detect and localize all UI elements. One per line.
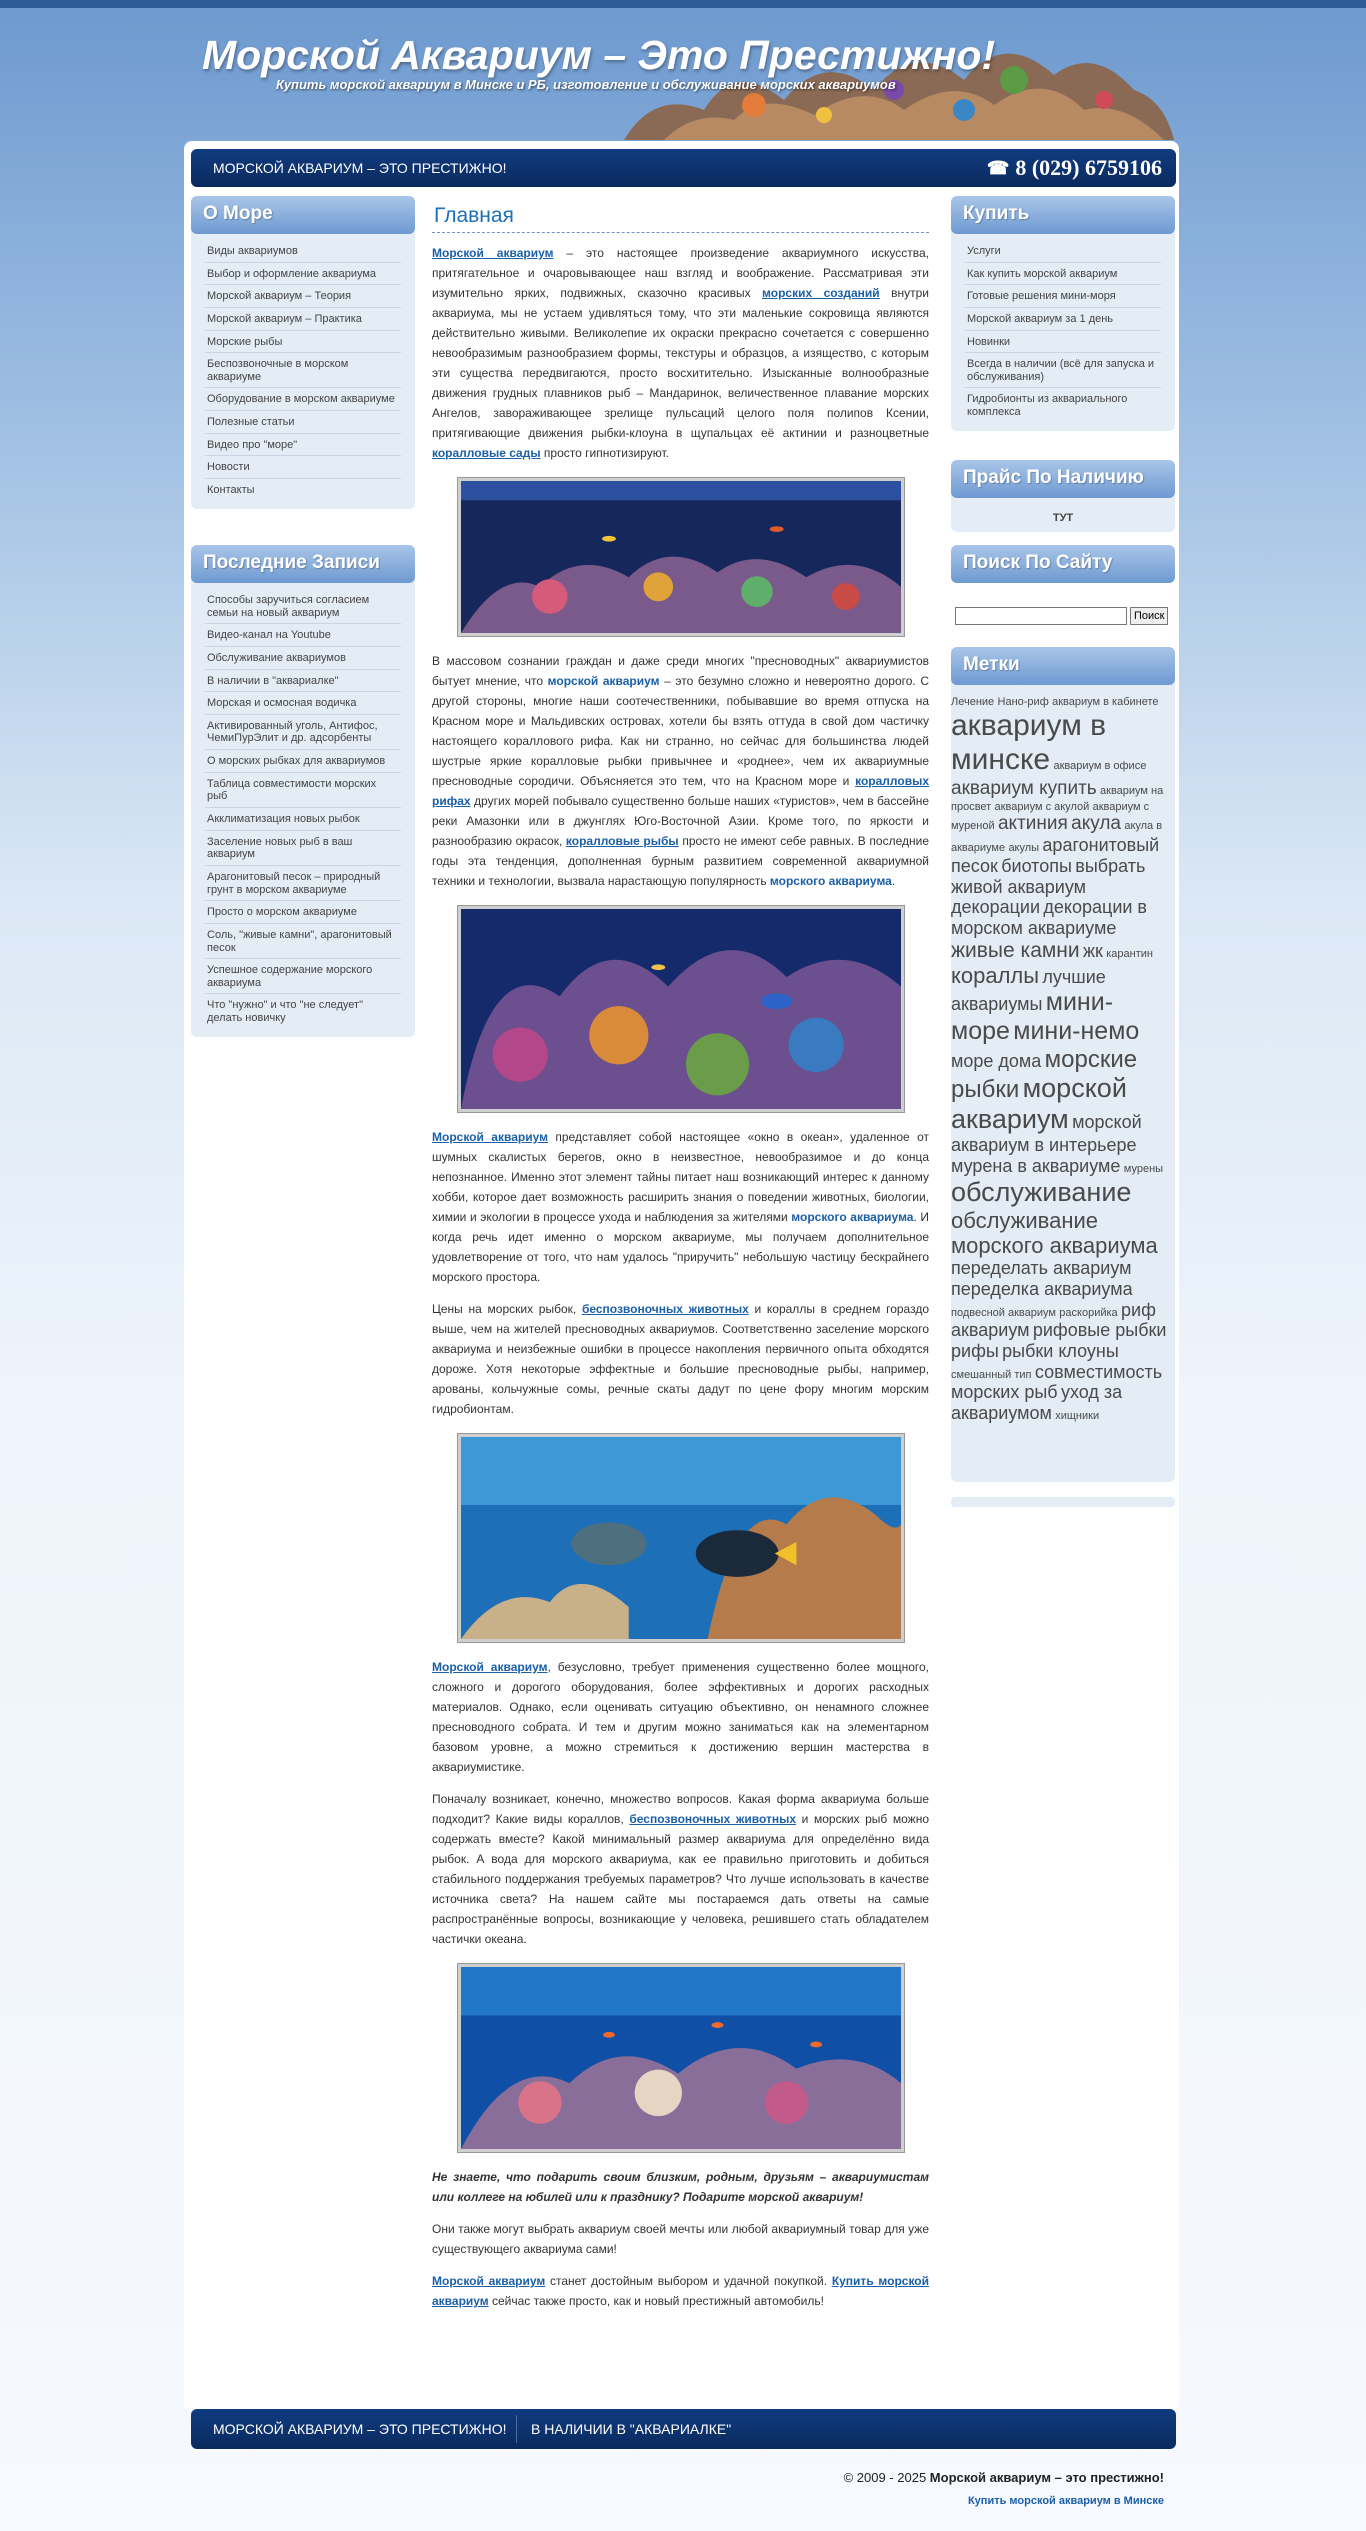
link-buy-aquarium[interactable]: Купить морской аквариум — [432, 2274, 929, 2308]
sidebar-buy-item[interactable]: Услуги — [965, 240, 1161, 263]
search-button[interactable]: Поиск — [1130, 607, 1168, 625]
sidebar-buy-item[interactable]: Как купить морской аквариум — [965, 263, 1161, 286]
sidebar-about-title: О Море — [191, 196, 415, 234]
tag-link[interactable]: рифы — [951, 1341, 999, 1362]
text: . — [891, 874, 896, 888]
tag-link[interactable]: морской аквариум в интерьере — [951, 1112, 1142, 1156]
sidebar-buy-item[interactable]: Всегда в наличии (всё для запуска и обслуживания) — [965, 353, 1161, 388]
copyright-prefix: © 2009 - 2025 — [843, 2470, 930, 2485]
site-header — [184, 0, 1174, 140]
text: других морей побывало существенно больше наших «туристов», чем в бассейне реки Амазонки или в джунглях Юго-Восточной Азии. Кроме того, по яркости и разнообразию окрасок, — [432, 794, 929, 848]
link-coral-fish[interactable]: коралловые рыбы — [565, 834, 679, 848]
text: сейчас также просто, как и новый престижный автомобиль! — [488, 2294, 824, 2308]
tag-link[interactable]: смешанный тип — [951, 1368, 1032, 1381]
tag-link[interactable]: аквариум в кабинете — [1052, 696, 1159, 708]
link-marine-aquarium[interactable]: Морской аквариум — [432, 246, 554, 260]
sidebar-about-item[interactable]: Оборудование в морском аквариуме — [205, 388, 401, 411]
link-marine-aquarium-2[interactable]: Морской аквариум — [432, 1130, 548, 1144]
tag-link[interactable]: переделать аквариум — [951, 1258, 1132, 1279]
tag-link[interactable]: карантин — [1106, 947, 1153, 960]
tag-link[interactable]: акулы — [1008, 842, 1040, 855]
tag-link[interactable]: аквариум купить — [951, 777, 1097, 799]
tag-link[interactable]: выбрать — [1075, 855, 1146, 876]
tag-link[interactable]: акула в аквариуме — [951, 820, 1163, 855]
link-invertebrates-2[interactable]: беспозвоночных животных — [629, 1812, 797, 1826]
tag-link[interactable]: жк — [1082, 940, 1103, 961]
tag-link[interactable]: декорации — [951, 897, 1041, 918]
aquarium-photo-1 — [458, 478, 904, 636]
gift-paragraph: Не знаете, что подарить своим близким, родным, друзьям – аквариумистам или коллеге на юбилей или к празднику? Подарите морской аквариум! — [432, 2170, 929, 2204]
sidebar-recent-item[interactable]: Просто о морском аквариуме — [205, 901, 401, 924]
sidebar-buy-title: Купить — [951, 196, 1175, 234]
tag-link[interactable]: живой аквариум — [951, 876, 1087, 897]
sidebar-about-item[interactable]: Полезные статьи — [205, 411, 401, 434]
sidebar-spacer — [951, 1497, 1175, 1507]
sidebar-about — [191, 196, 415, 509]
sidebar-recent-list — [191, 583, 415, 1037]
main-content — [432, 200, 929, 2311]
search-form — [951, 583, 1175, 625]
tag-link[interactable]: уход за аквариумом — [951, 1382, 1123, 1424]
sidebar-recent-item[interactable]: Морская и осмосная водичка — [205, 692, 401, 715]
site-title[interactable]: Морской Аквариум – Это Престижно! — [202, 32, 996, 78]
sidebar-recent-item[interactable]: Видео-канал на Youtube — [205, 624, 401, 647]
tag-link[interactable]: кораллы — [951, 962, 1040, 988]
footer-nav-separator — [516, 2415, 517, 2443]
tag-link[interactable]: живые камни — [951, 938, 1080, 962]
sidebar-buy-item[interactable]: Новинки — [965, 331, 1161, 354]
tag-link[interactable]: аквариум с муреной — [951, 800, 1150, 833]
text: просто не имеют себе равных. В последние годы эта тенденция, дополненная бурным развитием современной аквариумной техники и технологии, вызвала нарастающую популярность — [432, 834, 929, 888]
tag-link[interactable]: аквариум на просвет — [951, 784, 1164, 813]
sidebar-recent-item[interactable]: Таблица совместимости морских рыб — [205, 773, 401, 808]
link-coral-gardens[interactable]: коралловые сады — [432, 446, 541, 460]
tag-link[interactable]: Лечение — [951, 696, 995, 708]
sidebar-recent — [191, 545, 415, 1037]
site-subtitle: Купить морской аквариум в Минске и РБ, изготовление и обслуживание морских аквариумов — [276, 77, 896, 92]
paragraph-6 — [432, 1789, 929, 1949]
sidebar-buy-list — [951, 234, 1175, 431]
sidebar-about-item[interactable]: Видео про "море" — [205, 434, 401, 457]
text: Цены на морских рыбок, — [432, 1302, 582, 1316]
sidebar-recent-item[interactable]: В наличии в "аквариалке" — [205, 670, 401, 693]
paragraph-5 — [432, 1657, 929, 1777]
sidebar-buy — [951, 196, 1175, 431]
page-title: Главная — [432, 200, 929, 233]
text: Поначалу возникает, конечно, множество вопросов. Какая форма аквариума больше подходит? Какие виды кораллов, — [432, 1792, 929, 1826]
sidebar-price-title: Прайс По Наличию — [951, 460, 1175, 498]
sidebar-recent-item[interactable]: Способы заручиться согласием семьи на новый аквариум — [205, 589, 401, 624]
top-navigation — [191, 149, 1176, 187]
tag-cloud — [951, 685, 1175, 1434]
paragraph-2 — [432, 651, 929, 891]
text: и кораллы в среднем гораздо выше, чем на жителей пресноводных аквариумов. Соответственно заселение морского аквариума и неизбежные ошибки в процессе накопления первичного опыта обходятся дороже. Хотя некоторые эффектные и большие пресноводные рыбы, например, арованы, кольчужные сомы, речные скаты дадут по цене фору многим морским гидробионтам. — [432, 1302, 929, 1416]
sidebar-buy-item[interactable]: Гидробионты из аквариального комплекса — [967, 393, 1128, 419]
tag-link[interactable]: обслуживание — [951, 1176, 1132, 1207]
link-marine-aquarium-3[interactable]: Морской аквариум — [432, 1660, 548, 1674]
sidebar-about-list — [191, 234, 415, 509]
tag-link[interactable]: мини-море — [951, 988, 1114, 1045]
text: представляет собой настоящее «окно в океан», удаленное от шумных скалистых берегов, окно в неизвестное, невообразимое и до конца непознанное. Именно этот элемент тайны питает наш возникающий интерес к данному хобби, которое дает возможность расширить знания о поведении животных, биологии, химии и экологии в процессе ухода и наблюдения за жителями — [432, 1130, 929, 1224]
sidebar-recent-item[interactable]: О морских рыбках для аквариумов — [205, 750, 401, 773]
aquarium-photo-4 — [458, 1964, 904, 2152]
text: В массовом сознании граждан и даже среди многих "пресноводных" аквариумистов бытует мнение, что — [432, 654, 929, 688]
tag-link[interactable]: риф аквариум — [951, 1299, 1156, 1341]
tag-link[interactable]: арагонитовый песок — [951, 835, 1160, 876]
paragraph-4 — [432, 1299, 929, 1419]
tag-link[interactable]: акула — [1071, 813, 1121, 835]
tag-link[interactable]: хищники — [1055, 1410, 1100, 1423]
tag-link[interactable]: мурена в аквариуме — [951, 1156, 1121, 1177]
sidebar-about-item[interactable]: Морской аквариум – Теория — [205, 285, 401, 308]
text: – это безумно сложно и невероятно дорого. С другой стороны, многие наши соотечественники, побывавшие во время отпуска на Красном море и Мальдивских островах, хотели бы взять оттуда в свой дом частичку настоящего кораллового рифа. Как ни странно, но сейчас для большинства людей шустрые яркие коралловые рыбки привычнее и «роднее», чем их аквариумные пресноводные сородичи. Объясняется это тем, что на Красном море и — [432, 674, 929, 788]
footer-nav-home[interactable]: МОРСКОЙ АКВАРИУМ – ЭТО ПРЕСТИЖНО! — [213, 2421, 507, 2437]
paragraph-1 — [432, 243, 929, 463]
tag-link[interactable]: обслуживание морского аквариума — [951, 1207, 1158, 1259]
paragraph-3 — [432, 1127, 929, 1287]
sidebar-about-item[interactable]: Беспозвоночные в морском аквариуме — [205, 353, 401, 388]
sidebar-search — [951, 545, 1175, 635]
keyword-marine-aquarium-3: морского аквариума — [791, 1210, 914, 1224]
phone-icon: ☎ — [986, 157, 1010, 178]
phone-number: 8 (029) 6759106 — [1015, 155, 1162, 180]
phone-block — [987, 155, 1162, 181]
sidebar-recent-item[interactable]: Обслуживание аквариумов — [205, 647, 401, 670]
tag-link[interactable]: морской аквариум — [951, 1073, 1127, 1135]
text: и морских рыб можно содержать вместе? Какой минимальный размер аквариума для определённо вида рыбок. А вода для морского аквариума, как ее правильно приготовить и добиться стабильного поддержания требуемых параметров? Что лучше использовать в качестве источника света? На нашем сайте мы постараемся дать ответы на самые распространённые вопросы, возникающие у человека, решившего стать обладателем частички океана. — [432, 1812, 930, 1946]
sidebar-recent-item[interactable]: Заселение новых рыб в ваш аквариум — [205, 831, 401, 866]
sidebar-price — [951, 460, 1175, 532]
copyright-site-name[interactable]: Морской аквариум – это престижно! — [929, 2470, 1164, 2485]
link-marine-aquarium-4[interactable]: Морской аквариум — [432, 2274, 546, 2288]
tag-link[interactable]: море дома — [951, 1050, 1042, 1071]
sidebar-buy-item[interactable]: Готовые решения мини-моря — [965, 285, 1161, 308]
sidebar-recent-title: Последние Записи — [191, 545, 415, 583]
sidebar-buy-item[interactable]: Морской аквариум за 1 день — [965, 308, 1161, 331]
tag-link[interactable]: аквариум в минске — [951, 708, 1107, 777]
text: внутри аквариума, мы не устаем удивляться тому, что эти маленькие сокровища являются действительно живыми. Великолепие их окраски прекрасно сочетается с совершенно невообразимым разнообразием формы, текстуры и образцов, а изящество, с которым эти существа передвигаются, просто восхитительно. Изысканные волнообразные движения грудных плавников рыб – Мандаринок, величественное плавание морских Ангелов, завораживающее зрелище пульсаций целого поля полипов Ксении, притягивающие движения рыбки-клоуна в щупальцах её актинии и разноцветные — [432, 286, 930, 440]
aquarium-photo-3 — [458, 1434, 904, 1642]
tag-link[interactable]: аквариум в офисе — [1053, 760, 1147, 773]
sidebar-recent-item[interactable]: Арагонитовый песок – природный грунт в морском аквариуме — [205, 866, 401, 901]
sidebar-recent-item[interactable]: Активированный уголь, Антифос, ЧемиПурЭлит и др. адсорбенты — [205, 715, 401, 750]
price-link[interactable]: ТУТ — [1052, 512, 1074, 524]
footer-nav-in-stock[interactable]: В НАЛИЧИИ В "АКВАРИАЛКЕ" — [531, 2421, 732, 2437]
tag-link[interactable]: совместимость морских рыб — [951, 1361, 1163, 1403]
sidebar-tags — [951, 647, 1175, 1482]
tag-link[interactable]: лучшие аквариумы — [951, 966, 1106, 1015]
tag-link[interactable]: декорации в морском аквариуме — [951, 897, 1147, 939]
tag-link[interactable]: подвесной аквариум — [951, 1306, 1056, 1319]
text: – это настоящее произведение аквариумного искусства, притягательное и очаровывающее наш взгляд и воображение. Рассматривая эти изумительно ярких, подвижных, сказочно красивых — [432, 246, 929, 300]
tag-link[interactable]: раскорийка — [1059, 1306, 1118, 1319]
link-marine-creatures[interactable]: морских созданий — [762, 286, 880, 300]
copyright — [844, 2470, 1164, 2485]
tag-link[interactable]: мурены — [1123, 1163, 1164, 1176]
tag-link[interactable]: актиния — [997, 813, 1068, 835]
sidebar-about-item[interactable]: Выбор и оформление аквариума — [205, 263, 401, 286]
sidebar-recent-item[interactable]: Успешное содержание морского аквариума — [205, 959, 401, 994]
tag-link[interactable]: Нано-риф — [997, 696, 1049, 708]
sidebar-about-item[interactable]: Морские рыбы — [205, 331, 401, 354]
sidebar-about-item[interactable]: Контакты — [207, 484, 255, 497]
paragraph-9 — [432, 2271, 929, 2311]
sidebar-about-item[interactable]: Морской аквариум – Практика — [205, 308, 401, 331]
tag-link[interactable]: мини-немо — [1013, 1016, 1140, 1045]
search-input[interactable] — [955, 607, 1127, 625]
keyword-marine-aquarium: морской аквариум — [547, 674, 660, 688]
text: просто гипнотизируют. — [540, 446, 669, 460]
tag-link[interactable]: переделка аквариума — [951, 1279, 1133, 1300]
text: станет достойным выбором и удачной покупкой. — [545, 2274, 832, 2288]
tag-link[interactable]: морские рыбки — [951, 1045, 1138, 1104]
nav-home-link[interactable]: МОРСКОЙ АКВАРИУМ – ЭТО ПРЕСТИЖНО! — [213, 160, 507, 176]
aquarium-photo-2 — [458, 906, 904, 1112]
footer-navigation — [191, 2409, 1176, 2449]
footer-buy-link[interactable]: Купить морской аквариум в Минске — [967, 2495, 1164, 2507]
keyword-marine-aquarium-2: морского аквариума — [769, 874, 892, 888]
sidebar-tags-title: Метки — [951, 647, 1175, 685]
link-coral-reefs[interactable]: коралловых рифах — [432, 774, 929, 808]
paragraph-8: Они также могут выбрать аквариум своей мечты или любой аквариумный товар для уже существующего аквариума сами! — [432, 2222, 929, 2256]
tag-link[interactable]: аквариум с акулой — [994, 800, 1090, 813]
sidebar-about-item[interactable]: Виды аквариумов — [205, 240, 401, 263]
text: . И когда речь идет именно о морском аквариуме, мы получаем дополнительное удовлетворение от того, что нам удалось "приручить" небольшую частицу бескрайнего морского простора. — [432, 1210, 930, 1284]
tag-link[interactable]: рифовые рыбки — [1032, 1320, 1167, 1341]
tag-link[interactable]: биотопы — [1001, 855, 1072, 876]
sidebar-recent-item[interactable]: Что "нужно" и что "не следует" делать новичку — [207, 999, 363, 1025]
text: , безусловно, требует применения существенно более мощного, сложного и дорогого оборудования, более эффективных и дорогих расходных материалов. Однако, если оценивать ситуацию объективно, он ненамного сложнее пресноводного собрата. И тем и другим можно заниматься как на элементарном базовом уровне, а можно стремиться к достижению вершин мастерства в аквариумистике. — [432, 1660, 930, 1774]
sidebar-about-item[interactable]: Новости — [205, 456, 401, 479]
sidebar-recent-item[interactable]: Соль, "живые камни", арагонитовый песок — [205, 924, 401, 959]
tag-link[interactable]: рыбки клоуны — [1002, 1341, 1119, 1362]
sidebar-recent-item[interactable]: Акклиматизация новых рыбок — [205, 808, 401, 831]
link-invertebrates[interactable]: беспозвоночных животных — [581, 1302, 749, 1316]
sidebar-search-title: Поиск По Сайту — [951, 545, 1175, 583]
